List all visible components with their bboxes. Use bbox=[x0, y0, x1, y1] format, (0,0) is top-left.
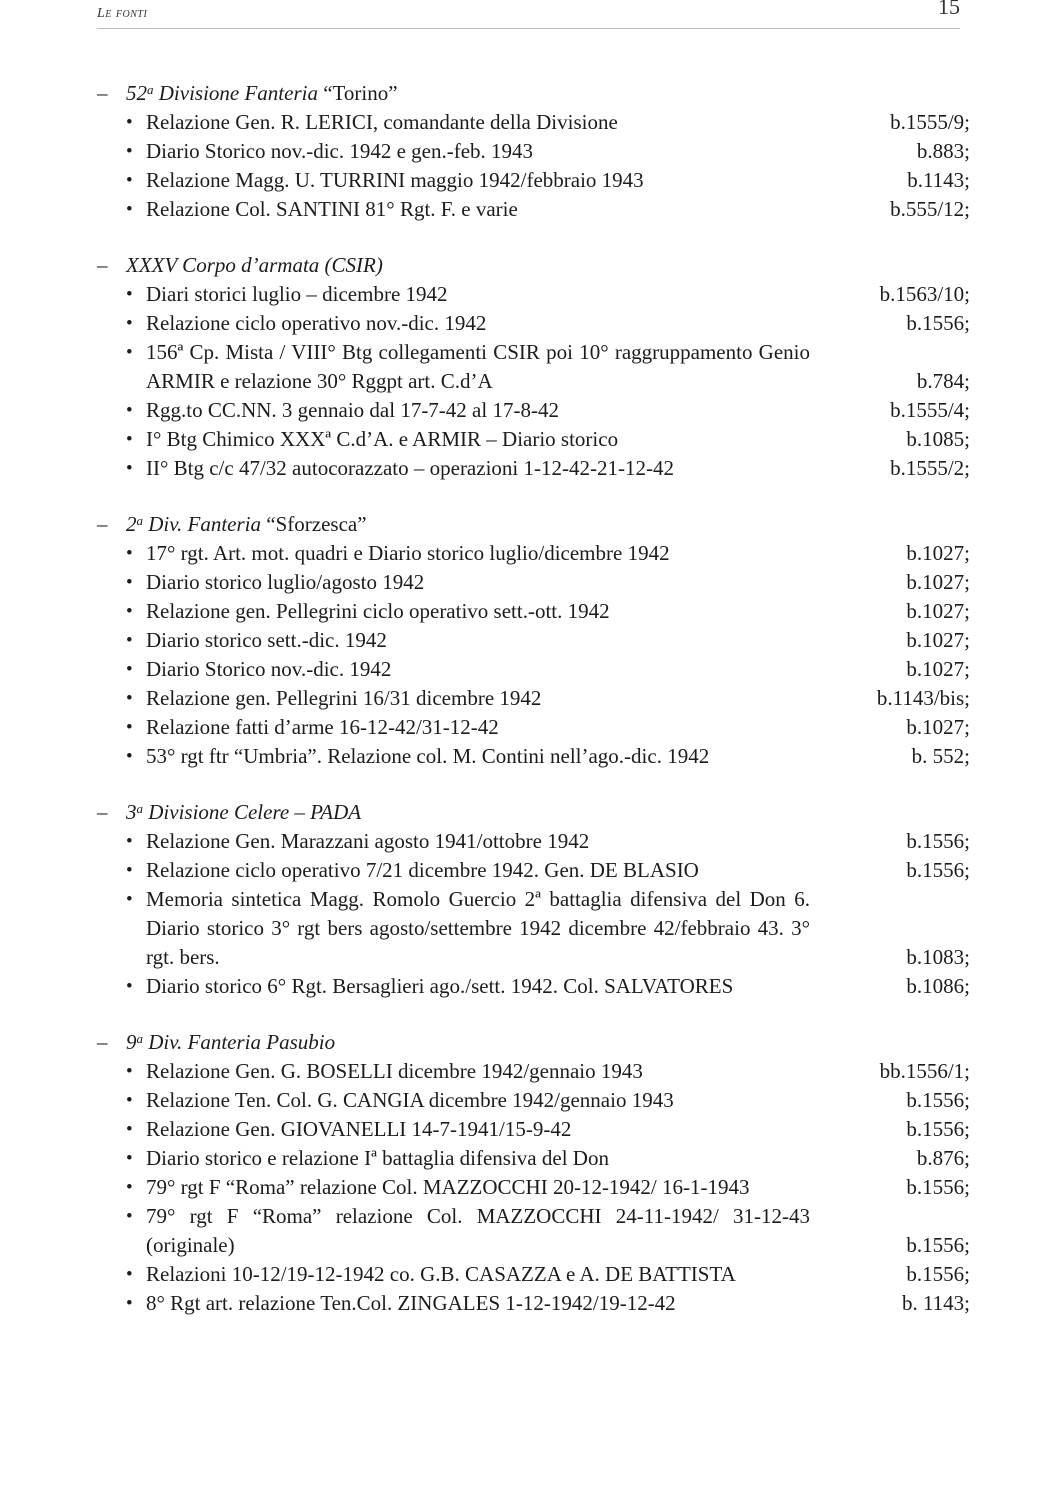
source-entry bbox=[97, 626, 970, 655]
dash-marker: – bbox=[97, 800, 108, 824]
bullet-icon: • bbox=[126, 860, 133, 881]
entry-text: Relazione Ten. Col. G. CANGIA dicembre 1942/gennaio 1943 bbox=[146, 1088, 674, 1112]
dash-marker: – bbox=[97, 1030, 108, 1054]
entry-text: Diari storici luglio – dicembre 1942 bbox=[146, 282, 448, 306]
heading-part: a bbox=[136, 1031, 143, 1046]
section-heading bbox=[97, 79, 970, 108]
archive-reference: b.1556; bbox=[906, 858, 970, 882]
archive-reference: b.1143/bis; bbox=[876, 686, 970, 710]
archive-reference: b.1555/2; bbox=[890, 456, 970, 480]
bullet-icon: • bbox=[126, 1206, 133, 1227]
heading-part: 52 bbox=[126, 81, 147, 105]
section-heading bbox=[97, 251, 970, 280]
archive-reference: b. 552; bbox=[911, 744, 970, 768]
bullet-icon: • bbox=[126, 1061, 133, 1082]
bullet-icon: • bbox=[126, 572, 133, 593]
archive-reference: b.1556; bbox=[906, 1088, 970, 1112]
source-entry bbox=[97, 655, 970, 684]
dash-marker: – bbox=[97, 253, 108, 277]
heading-part: Divisione Celere – PADA bbox=[143, 800, 362, 824]
source-entry bbox=[97, 856, 970, 885]
archive-reference: b.1086; bbox=[906, 974, 970, 998]
entry-text: Diario storico 6° Rgt. Bersaglieri ago./sett. 1942. Col. SALVATORES bbox=[146, 974, 734, 998]
entry-text: Diario storico e relazione Iª battaglia difensiva del Don bbox=[146, 1146, 609, 1170]
bullet-icon: • bbox=[126, 1177, 133, 1198]
archive-reference: b.555/12; bbox=[890, 197, 970, 221]
source-entry bbox=[97, 338, 970, 396]
heading-part: 9 bbox=[126, 1030, 137, 1054]
heading-part: Divisione Fanteria bbox=[153, 81, 318, 105]
bullet-icon: • bbox=[126, 976, 133, 997]
source-entry bbox=[97, 742, 970, 771]
bullet-icon: • bbox=[126, 1090, 133, 1111]
source-entry bbox=[97, 684, 970, 713]
archive-reference: b.1027; bbox=[906, 657, 970, 681]
bullet-icon: • bbox=[126, 141, 133, 162]
archive-source-list bbox=[97, 79, 970, 1345]
entry-text: Diario Storico nov.-dic. 1942 e gen.-feb. 1943 bbox=[146, 139, 534, 163]
entry-text: Rgg.to CC.NN. 3 gennaio dal 17-7-42 al 17-8-42 bbox=[146, 398, 559, 422]
source-entry bbox=[97, 568, 970, 597]
bullet-icon: • bbox=[126, 400, 133, 421]
source-entry bbox=[97, 1115, 970, 1144]
archive-reference: b.1556; bbox=[906, 1233, 970, 1257]
bullet-icon: • bbox=[126, 1293, 133, 1314]
archive-reference: b.1556; bbox=[906, 311, 970, 335]
entry-text: Relazione ciclo operativo 7/21 dicembre 1942. Gen. DE BLASIO bbox=[146, 858, 699, 882]
entry-text: 17° rgt. Art. mot. quadri e Diario storico luglio/dicembre 1942 bbox=[146, 541, 670, 565]
bullet-icon: • bbox=[126, 601, 133, 622]
source-entry bbox=[97, 137, 970, 166]
heading-part: 2 bbox=[126, 512, 137, 536]
bullet-icon: • bbox=[126, 112, 133, 133]
heading-part: 3 bbox=[126, 800, 137, 824]
archive-reference: b.1555/4; bbox=[890, 398, 970, 422]
entry-text: Diario storico luglio/agosto 1942 bbox=[146, 570, 425, 594]
source-entry bbox=[97, 1144, 970, 1173]
source-entry bbox=[97, 280, 970, 309]
entry-text: Relazione gen. Pellegrini ciclo operativo sett.-ott. 1942 bbox=[146, 599, 610, 623]
entry-text: Relazione Gen. G. BOSELLI dicembre 1942/gennaio 1943 bbox=[146, 1059, 643, 1083]
source-entry bbox=[97, 1202, 970, 1260]
entry-text: 53° rgt ftr “Umbria”. Relazione col. M. Contini nell’ago.-dic. 1942 bbox=[146, 744, 710, 768]
entry-text: I° Btg Chimico XXXª C.d’A. e ARMIR – Diario storico bbox=[146, 427, 619, 451]
running-head: Le fonti bbox=[97, 6, 148, 21]
archive-reference: b.1027; bbox=[906, 715, 970, 739]
archive-reference: b.1083; bbox=[906, 945, 970, 969]
heading-part: Div. Fanteria Pasubio bbox=[143, 1030, 336, 1054]
bullet-icon: • bbox=[126, 458, 133, 479]
source-entry bbox=[97, 195, 970, 224]
source-entry bbox=[97, 827, 970, 856]
bullet-icon: • bbox=[126, 284, 133, 305]
source-section bbox=[97, 251, 970, 483]
source-entry bbox=[97, 396, 970, 425]
archive-reference: b.883; bbox=[916, 139, 970, 163]
entry-text: Relazione Magg. U. TURRINI maggio 1942/febbraio 1943 bbox=[146, 168, 644, 192]
archive-reference: b.1556; bbox=[906, 1117, 970, 1141]
bullet-icon: • bbox=[126, 659, 133, 680]
entry-text: 79° rgt F “Roma” relazione Col. MAZZOCCHI 20-12-1942/ 16-1-1943 bbox=[146, 1175, 750, 1199]
source-entry bbox=[97, 972, 970, 1001]
source-entry bbox=[97, 713, 970, 742]
bullet-icon: • bbox=[126, 831, 133, 852]
source-entry bbox=[97, 454, 970, 483]
source-entry bbox=[97, 1086, 970, 1115]
header-rule bbox=[97, 28, 960, 29]
heading-part: “Torino” bbox=[317, 81, 398, 105]
source-entry bbox=[97, 539, 970, 568]
source-entry bbox=[97, 597, 970, 626]
archive-reference: b. 1143; bbox=[901, 1291, 970, 1315]
source-entry bbox=[97, 1057, 970, 1086]
dash-marker: – bbox=[97, 81, 108, 105]
source-section bbox=[97, 510, 970, 771]
archive-reference: b.1085; bbox=[906, 427, 970, 451]
entry-text: Relazione Gen. GIOVANELLI 14-7-1941/15-9-42 bbox=[146, 1117, 572, 1141]
bullet-icon: • bbox=[126, 746, 133, 767]
section-heading bbox=[97, 1028, 970, 1057]
heading-part: Div. Fanteria bbox=[143, 512, 262, 536]
archive-reference: b.1555/9; bbox=[890, 110, 970, 134]
archive-reference: b.1027; bbox=[906, 628, 970, 652]
entry-text: Relazione gen. Pellegrini 16/31 dicembre 1942 bbox=[146, 686, 542, 710]
bullet-icon: • bbox=[126, 1148, 133, 1169]
archive-reference: b.784; bbox=[916, 369, 970, 393]
bullet-icon: • bbox=[126, 199, 133, 220]
bullet-icon: • bbox=[126, 1119, 133, 1140]
heading-part: a bbox=[136, 801, 143, 816]
source-entry bbox=[97, 425, 970, 454]
source-entry bbox=[97, 108, 970, 137]
archive-reference: bb.1556/1; bbox=[879, 1059, 970, 1083]
heading-part: a bbox=[147, 82, 154, 97]
entry-text: Memoria sintetica Magg. Romolo Guercio 2ª battaglia difensiva del Don 6. Diario storico 3° rgt bers agosto/settembre 1942 dicembre 42/febbraio 43. 3° rgt. bers. bbox=[146, 887, 810, 969]
section-heading bbox=[97, 798, 970, 827]
entry-text: Relazione fatti d’arme 16-12-42/31-12-42 bbox=[146, 715, 499, 739]
archive-reference: b.1143; bbox=[907, 168, 970, 192]
entry-text: Relazione ciclo operativo nov.-dic. 1942 bbox=[146, 311, 487, 335]
source-section bbox=[97, 79, 970, 224]
bullet-icon: • bbox=[126, 342, 133, 363]
source-entry bbox=[97, 1289, 970, 1318]
source-entry bbox=[97, 885, 970, 972]
archive-reference: b.1556; bbox=[906, 1262, 970, 1286]
heading-part: “Sforzesca” bbox=[261, 512, 367, 536]
archive-reference: b.1027; bbox=[906, 570, 970, 594]
source-section bbox=[97, 798, 970, 1001]
entry-text: 156ª Cp. Mista / VIII° Btg collegamenti CSIR poi 10° raggruppamento Genio ARMIR e relazione 30° Rggpt art. C.d’A bbox=[146, 340, 810, 393]
heading-part: a bbox=[136, 513, 143, 528]
bullet-icon: • bbox=[126, 429, 133, 450]
bullet-icon: • bbox=[126, 630, 133, 651]
archive-reference: b.1556; bbox=[906, 1175, 970, 1199]
entry-text: Relazioni 10-12/19-12-1942 co. G.B. CASAZZA e A. DE BATTISTA bbox=[146, 1262, 736, 1286]
entry-text: 8° Rgt art. relazione Ten.Col. ZINGALES 1-12-1942/19-12-42 bbox=[146, 1291, 676, 1315]
heading-part: XXXV Corpo d’armata (CSIR) bbox=[126, 253, 383, 277]
entry-text: Diario Storico nov.-dic. 1942 bbox=[146, 657, 392, 681]
archive-reference: b.1563/10; bbox=[879, 282, 970, 306]
page-number: 15 bbox=[938, 0, 960, 19]
archive-reference: b.1027; bbox=[906, 541, 970, 565]
bullet-icon: • bbox=[126, 313, 133, 334]
entry-text: Relazione Col. SANTINI 81° Rgt. F. e varie bbox=[146, 197, 518, 221]
entry-text: Relazione Gen. Marazzani agosto 1941/ottobre 1942 bbox=[146, 829, 590, 853]
entry-text: II° Btg c/c 47/32 autocorazzato – operazioni 1-12-42-21-12-42 bbox=[146, 456, 674, 480]
archive-reference: b.876; bbox=[916, 1146, 970, 1170]
entry-text: 79° rgt F “Roma” relazione Col. MAZZOCCHI 24-11-1942/ 31-12-43 (originale) bbox=[146, 1204, 810, 1257]
bullet-icon: • bbox=[126, 717, 133, 738]
dash-marker: – bbox=[97, 512, 108, 536]
source-entry bbox=[97, 1260, 970, 1289]
bullet-icon: • bbox=[126, 543, 133, 564]
bullet-icon: • bbox=[126, 688, 133, 709]
source-entry bbox=[97, 309, 970, 338]
source-section bbox=[97, 1028, 970, 1318]
archive-reference: b.1556; bbox=[906, 829, 970, 853]
bullet-icon: • bbox=[126, 1264, 133, 1285]
bullet-icon: • bbox=[126, 889, 133, 910]
archive-reference: b.1027; bbox=[906, 599, 970, 623]
bullet-icon: • bbox=[126, 170, 133, 191]
section-heading bbox=[97, 510, 970, 539]
source-entry bbox=[97, 166, 970, 195]
entry-text: Diario storico sett.-dic. 1942 bbox=[146, 628, 387, 652]
entry-text: Relazione Gen. R. LERICI, comandante della Divisione bbox=[146, 110, 618, 134]
source-entry bbox=[97, 1173, 970, 1202]
